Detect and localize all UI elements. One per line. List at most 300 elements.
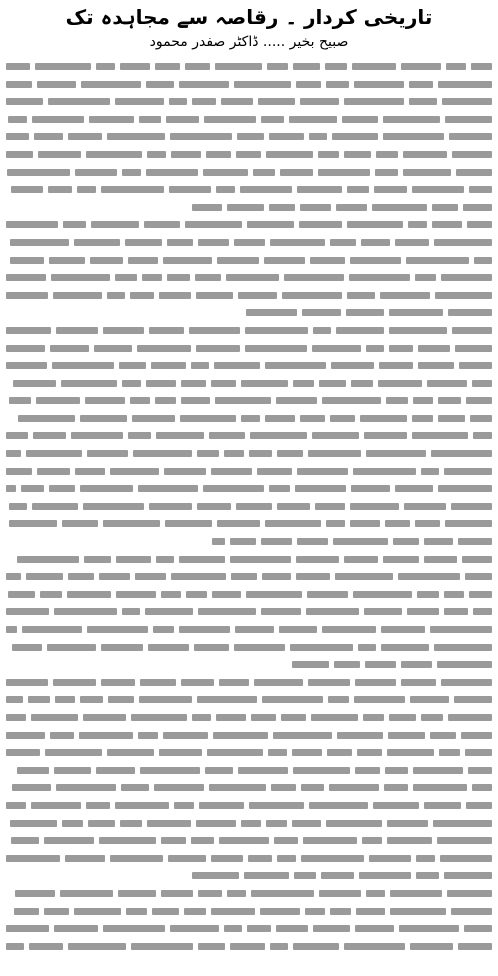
word-placeholder xyxy=(53,679,96,686)
word-placeholder xyxy=(262,573,291,580)
word-placeholder xyxy=(184,908,206,915)
word-placeholder xyxy=(401,63,441,70)
word-placeholder xyxy=(146,169,198,176)
word-placeholder xyxy=(389,327,447,334)
word-placeholder xyxy=(292,820,321,827)
word-placeholder xyxy=(198,943,225,950)
word-placeholder xyxy=(60,890,113,897)
word-placeholder xyxy=(85,397,125,404)
word-placeholder xyxy=(309,802,368,809)
word-placeholder xyxy=(226,274,279,281)
word-placeholder xyxy=(6,432,28,439)
word-placeholder xyxy=(49,257,85,264)
word-placeholder xyxy=(347,186,369,193)
word-placeholder xyxy=(390,908,446,915)
text-line xyxy=(6,445,492,463)
word-placeholder xyxy=(89,116,134,123)
word-placeholder xyxy=(62,520,98,527)
word-placeholder xyxy=(165,520,212,527)
word-placeholder xyxy=(352,63,396,70)
text-line xyxy=(6,656,492,674)
word-placeholder xyxy=(408,221,427,228)
word-placeholder xyxy=(389,714,416,721)
word-placeholder xyxy=(330,908,351,915)
word-placeholder xyxy=(53,292,102,299)
word-placeholder xyxy=(50,345,89,352)
word-placeholder xyxy=(245,327,308,334)
word-placeholder xyxy=(406,257,469,264)
word-placeholder xyxy=(6,696,23,703)
word-placeholder xyxy=(168,855,206,862)
word-placeholder xyxy=(269,133,304,140)
word-placeholder xyxy=(265,415,295,422)
word-placeholder xyxy=(122,380,141,387)
word-placeholder xyxy=(441,274,492,281)
word-placeholder xyxy=(318,151,339,158)
word-placeholder xyxy=(448,714,492,721)
word-placeholder xyxy=(153,626,174,633)
word-placeholder xyxy=(87,626,148,633)
word-placeholder xyxy=(36,397,80,404)
word-placeholder xyxy=(137,345,191,352)
text-line xyxy=(6,164,492,182)
word-placeholder xyxy=(6,679,48,686)
word-placeholder xyxy=(395,485,433,492)
word-placeholder xyxy=(171,151,201,158)
word-placeholder xyxy=(6,327,51,334)
word-placeholder xyxy=(8,591,35,598)
word-placeholder xyxy=(327,749,352,756)
text-line xyxy=(6,621,492,639)
text-line xyxy=(6,568,492,586)
word-placeholder xyxy=(9,397,31,404)
word-placeholder xyxy=(290,644,353,651)
word-placeholder xyxy=(297,538,328,545)
word-placeholder xyxy=(461,732,492,739)
word-placeholder xyxy=(296,573,330,580)
word-placeholder xyxy=(115,802,169,809)
word-placeholder xyxy=(466,802,492,809)
word-placeholder xyxy=(385,767,408,774)
word-placeholder xyxy=(238,767,288,774)
word-placeholder xyxy=(264,257,305,264)
word-placeholder xyxy=(6,925,49,932)
word-placeholder xyxy=(6,133,29,140)
word-placeholder xyxy=(303,837,357,844)
text-line xyxy=(6,779,492,797)
word-placeholder xyxy=(459,362,492,369)
word-placeholder xyxy=(179,626,230,633)
word-placeholder xyxy=(61,380,117,387)
word-placeholder xyxy=(469,591,492,598)
word-placeholder xyxy=(251,714,276,721)
word-placeholder xyxy=(261,608,301,615)
word-placeholder xyxy=(384,784,408,791)
word-placeholder xyxy=(87,450,128,457)
word-placeholder xyxy=(44,908,69,915)
word-placeholder xyxy=(267,63,288,70)
word-placeholder xyxy=(28,696,50,703)
text-line xyxy=(6,234,492,252)
word-placeholder xyxy=(118,890,156,897)
word-placeholder xyxy=(203,485,264,492)
word-placeholder xyxy=(471,63,492,70)
word-placeholder xyxy=(438,397,461,404)
word-placeholder xyxy=(195,274,221,281)
word-placeholder xyxy=(99,837,156,844)
text-line xyxy=(6,128,492,146)
word-placeholder xyxy=(444,591,464,598)
word-placeholder xyxy=(54,925,98,932)
word-placeholder xyxy=(84,556,111,563)
word-placeholder xyxy=(231,573,257,580)
text-line xyxy=(6,216,492,234)
word-placeholder xyxy=(361,239,390,246)
word-placeholder xyxy=(385,520,410,527)
word-placeholder xyxy=(163,732,208,739)
word-placeholder xyxy=(214,362,260,369)
word-placeholder xyxy=(103,327,144,334)
word-placeholder xyxy=(196,292,233,299)
word-placeholder xyxy=(387,749,434,756)
word-placeholder xyxy=(458,538,492,545)
word-placeholder xyxy=(293,943,339,950)
word-placeholder xyxy=(374,186,407,193)
text-line xyxy=(6,885,492,903)
word-placeholder xyxy=(56,327,98,334)
word-placeholder xyxy=(6,485,16,492)
word-placeholder xyxy=(209,432,245,439)
word-placeholder xyxy=(107,133,165,140)
word-placeholder xyxy=(373,802,419,809)
word-placeholder xyxy=(185,221,242,228)
word-placeholder xyxy=(387,820,428,827)
text-line xyxy=(6,797,492,815)
word-placeholder xyxy=(15,890,55,897)
word-placeholder xyxy=(292,661,329,668)
word-placeholder xyxy=(65,855,105,862)
word-placeholder xyxy=(197,503,231,510)
text-line xyxy=(6,463,492,481)
word-placeholder xyxy=(6,732,45,739)
word-placeholder xyxy=(44,837,94,844)
text-line xyxy=(6,498,492,516)
word-placeholder xyxy=(10,820,57,827)
word-placeholder xyxy=(337,732,383,739)
article-author: صبیح بخیر ..... ڈاکٹر صفدر محمود xyxy=(149,34,349,50)
word-placeholder xyxy=(197,450,219,457)
word-placeholder xyxy=(403,169,451,176)
word-placeholder xyxy=(192,714,211,721)
word-placeholder xyxy=(191,362,209,369)
word-placeholder xyxy=(209,784,266,791)
word-placeholder xyxy=(251,890,314,897)
word-placeholder xyxy=(249,450,272,457)
word-placeholder xyxy=(206,151,231,158)
text-line xyxy=(6,744,492,762)
word-placeholder xyxy=(120,820,142,827)
word-placeholder xyxy=(473,432,492,439)
word-placeholder xyxy=(238,292,277,299)
word-placeholder xyxy=(6,274,46,281)
word-placeholder xyxy=(301,855,364,862)
word-placeholder xyxy=(139,116,161,123)
word-placeholder xyxy=(156,432,204,439)
text-line xyxy=(6,903,492,921)
text-line xyxy=(6,357,492,375)
word-placeholder xyxy=(389,309,443,316)
word-placeholder xyxy=(234,644,285,651)
word-placeholder xyxy=(347,221,403,228)
word-placeholder xyxy=(372,204,427,211)
word-placeholder xyxy=(244,872,289,879)
word-placeholder xyxy=(45,749,102,756)
word-placeholder xyxy=(302,309,341,316)
word-placeholder xyxy=(295,485,346,492)
word-placeholder xyxy=(351,485,390,492)
word-placeholder xyxy=(6,855,60,862)
word-placeholder xyxy=(438,415,465,422)
word-placeholder xyxy=(31,802,81,809)
word-placeholder xyxy=(284,274,344,281)
word-placeholder xyxy=(181,397,210,404)
word-placeholder xyxy=(6,98,43,105)
text-line xyxy=(6,93,492,111)
word-placeholder xyxy=(132,415,175,422)
word-placeholder xyxy=(388,732,425,739)
word-placeholder xyxy=(224,925,242,932)
word-placeholder xyxy=(32,503,78,510)
word-placeholder xyxy=(421,468,439,475)
word-placeholder xyxy=(110,468,159,475)
word-placeholder xyxy=(197,696,257,703)
word-placeholder xyxy=(280,169,313,176)
word-placeholder xyxy=(48,98,110,105)
word-placeholder xyxy=(354,81,404,88)
word-placeholder xyxy=(261,538,292,545)
word-placeholder xyxy=(6,292,48,299)
word-placeholder xyxy=(48,186,72,193)
word-placeholder xyxy=(96,767,135,774)
text-line xyxy=(6,762,492,780)
word-placeholder xyxy=(253,169,275,176)
word-placeholder xyxy=(356,908,385,915)
word-placeholder xyxy=(437,837,492,844)
word-placeholder xyxy=(266,151,313,158)
word-placeholder xyxy=(344,943,405,950)
word-placeholder xyxy=(230,943,265,950)
word-placeholder xyxy=(198,890,222,897)
word-placeholder xyxy=(330,239,356,246)
word-placeholder xyxy=(277,450,303,457)
word-placeholder xyxy=(387,837,432,844)
word-placeholder xyxy=(116,556,151,563)
word-placeholder xyxy=(409,81,433,88)
word-placeholder xyxy=(14,908,39,915)
word-placeholder xyxy=(452,151,492,158)
word-placeholder xyxy=(74,239,120,246)
word-placeholder xyxy=(279,626,317,633)
word-placeholder xyxy=(12,784,51,791)
word-placeholder xyxy=(456,169,492,176)
article-title: تاریخی کردار ۔ رقاصہ سے مجاہدہ تک xyxy=(65,5,433,29)
word-placeholder xyxy=(470,415,492,422)
word-placeholder xyxy=(257,468,292,475)
word-placeholder xyxy=(6,151,33,158)
text-line xyxy=(6,515,492,533)
word-placeholder xyxy=(433,820,492,827)
word-placeholder xyxy=(449,133,492,140)
word-placeholder xyxy=(189,327,240,334)
word-placeholder xyxy=(142,274,162,281)
text-line xyxy=(6,533,492,551)
word-placeholder xyxy=(139,696,192,703)
word-placeholder xyxy=(347,292,375,299)
word-placeholder xyxy=(344,151,371,158)
word-placeholder xyxy=(270,239,325,246)
word-placeholder xyxy=(271,784,296,791)
word-placeholder xyxy=(357,749,382,756)
word-placeholder xyxy=(6,802,26,809)
text-line xyxy=(6,287,492,305)
word-placeholder xyxy=(140,679,176,686)
word-placeholder xyxy=(293,767,350,774)
word-placeholder xyxy=(221,98,253,105)
word-placeholder xyxy=(219,679,249,686)
word-placeholder xyxy=(322,397,381,404)
word-placeholder xyxy=(103,520,160,527)
word-placeholder xyxy=(349,274,410,281)
word-placeholder xyxy=(332,133,378,140)
word-placeholder xyxy=(163,257,212,264)
word-placeholder xyxy=(199,802,244,809)
text-line xyxy=(6,146,492,164)
word-placeholder xyxy=(145,608,193,615)
word-placeholder xyxy=(306,608,359,615)
word-placeholder xyxy=(265,362,326,369)
word-placeholder xyxy=(355,767,380,774)
word-placeholder xyxy=(6,749,40,756)
word-placeholder xyxy=(350,257,401,264)
word-placeholder xyxy=(452,327,492,334)
word-placeholder xyxy=(390,890,442,897)
word-placeholder xyxy=(116,591,156,598)
text-line xyxy=(6,111,492,129)
word-placeholder xyxy=(282,292,342,299)
word-placeholder xyxy=(312,345,361,352)
text-line xyxy=(6,551,492,569)
word-placeholder xyxy=(49,485,75,492)
word-placeholder xyxy=(294,872,316,879)
word-placeholder xyxy=(56,784,116,791)
word-placeholder xyxy=(351,380,373,387)
word-placeholder xyxy=(249,802,304,809)
word-placeholder xyxy=(29,943,63,950)
word-placeholder xyxy=(80,415,127,422)
word-placeholder xyxy=(6,626,17,633)
word-placeholder xyxy=(248,855,272,862)
word-placeholder xyxy=(68,943,126,950)
word-placeholder xyxy=(9,520,57,527)
word-placeholder xyxy=(79,732,133,739)
word-placeholder xyxy=(430,732,456,739)
word-placeholder xyxy=(205,767,233,774)
word-placeholder xyxy=(196,820,236,827)
word-placeholder xyxy=(313,925,350,932)
word-placeholder xyxy=(237,133,264,140)
word-placeholder xyxy=(412,186,464,193)
word-placeholder xyxy=(336,327,384,334)
word-placeholder xyxy=(75,169,117,176)
word-placeholder xyxy=(399,925,459,932)
word-placeholder xyxy=(300,204,331,211)
word-placeholder xyxy=(350,520,380,527)
word-placeholder xyxy=(96,63,115,70)
word-placeholder xyxy=(140,767,200,774)
text-line xyxy=(6,586,492,604)
word-placeholder xyxy=(47,644,96,651)
word-placeholder xyxy=(319,890,361,897)
word-placeholder xyxy=(447,890,492,897)
word-placeholder xyxy=(119,362,146,369)
word-placeholder xyxy=(415,520,440,527)
word-placeholder xyxy=(32,116,84,123)
word-placeholder xyxy=(467,221,492,228)
text-line xyxy=(6,920,492,938)
word-placeholder xyxy=(276,397,317,404)
word-placeholder xyxy=(101,644,143,651)
word-placeholder xyxy=(381,626,425,633)
word-placeholder xyxy=(55,696,75,703)
word-placeholder xyxy=(472,784,492,791)
word-placeholder xyxy=(33,432,66,439)
text-line xyxy=(6,252,492,270)
word-placeholder xyxy=(355,925,394,932)
word-placeholder xyxy=(421,714,443,721)
word-placeholder xyxy=(130,397,150,404)
word-placeholder xyxy=(335,573,393,580)
word-placeholder xyxy=(342,116,378,123)
word-placeholder xyxy=(151,362,186,369)
word-placeholder xyxy=(212,591,241,598)
word-placeholder xyxy=(328,696,349,703)
word-placeholder xyxy=(236,151,261,158)
word-placeholder xyxy=(122,169,141,176)
word-placeholder xyxy=(250,432,307,439)
word-placeholder xyxy=(451,503,492,510)
word-placeholder xyxy=(364,608,402,615)
text-line xyxy=(6,691,492,709)
word-placeholder xyxy=(407,608,439,615)
word-placeholder xyxy=(192,204,222,211)
word-placeholder xyxy=(37,468,70,475)
word-placeholder xyxy=(444,872,492,879)
word-placeholder xyxy=(186,591,207,598)
word-placeholder xyxy=(26,573,63,580)
text-line xyxy=(6,58,492,76)
word-placeholder xyxy=(445,520,492,527)
word-placeholder xyxy=(146,81,174,88)
word-placeholder xyxy=(6,608,49,615)
word-placeholder xyxy=(91,221,139,228)
text-line xyxy=(6,322,492,340)
word-placeholder xyxy=(115,274,137,281)
word-placeholder xyxy=(230,556,291,563)
word-placeholder xyxy=(330,415,355,422)
word-placeholder xyxy=(274,837,298,844)
word-placeholder xyxy=(207,749,263,756)
word-placeholder xyxy=(138,485,198,492)
